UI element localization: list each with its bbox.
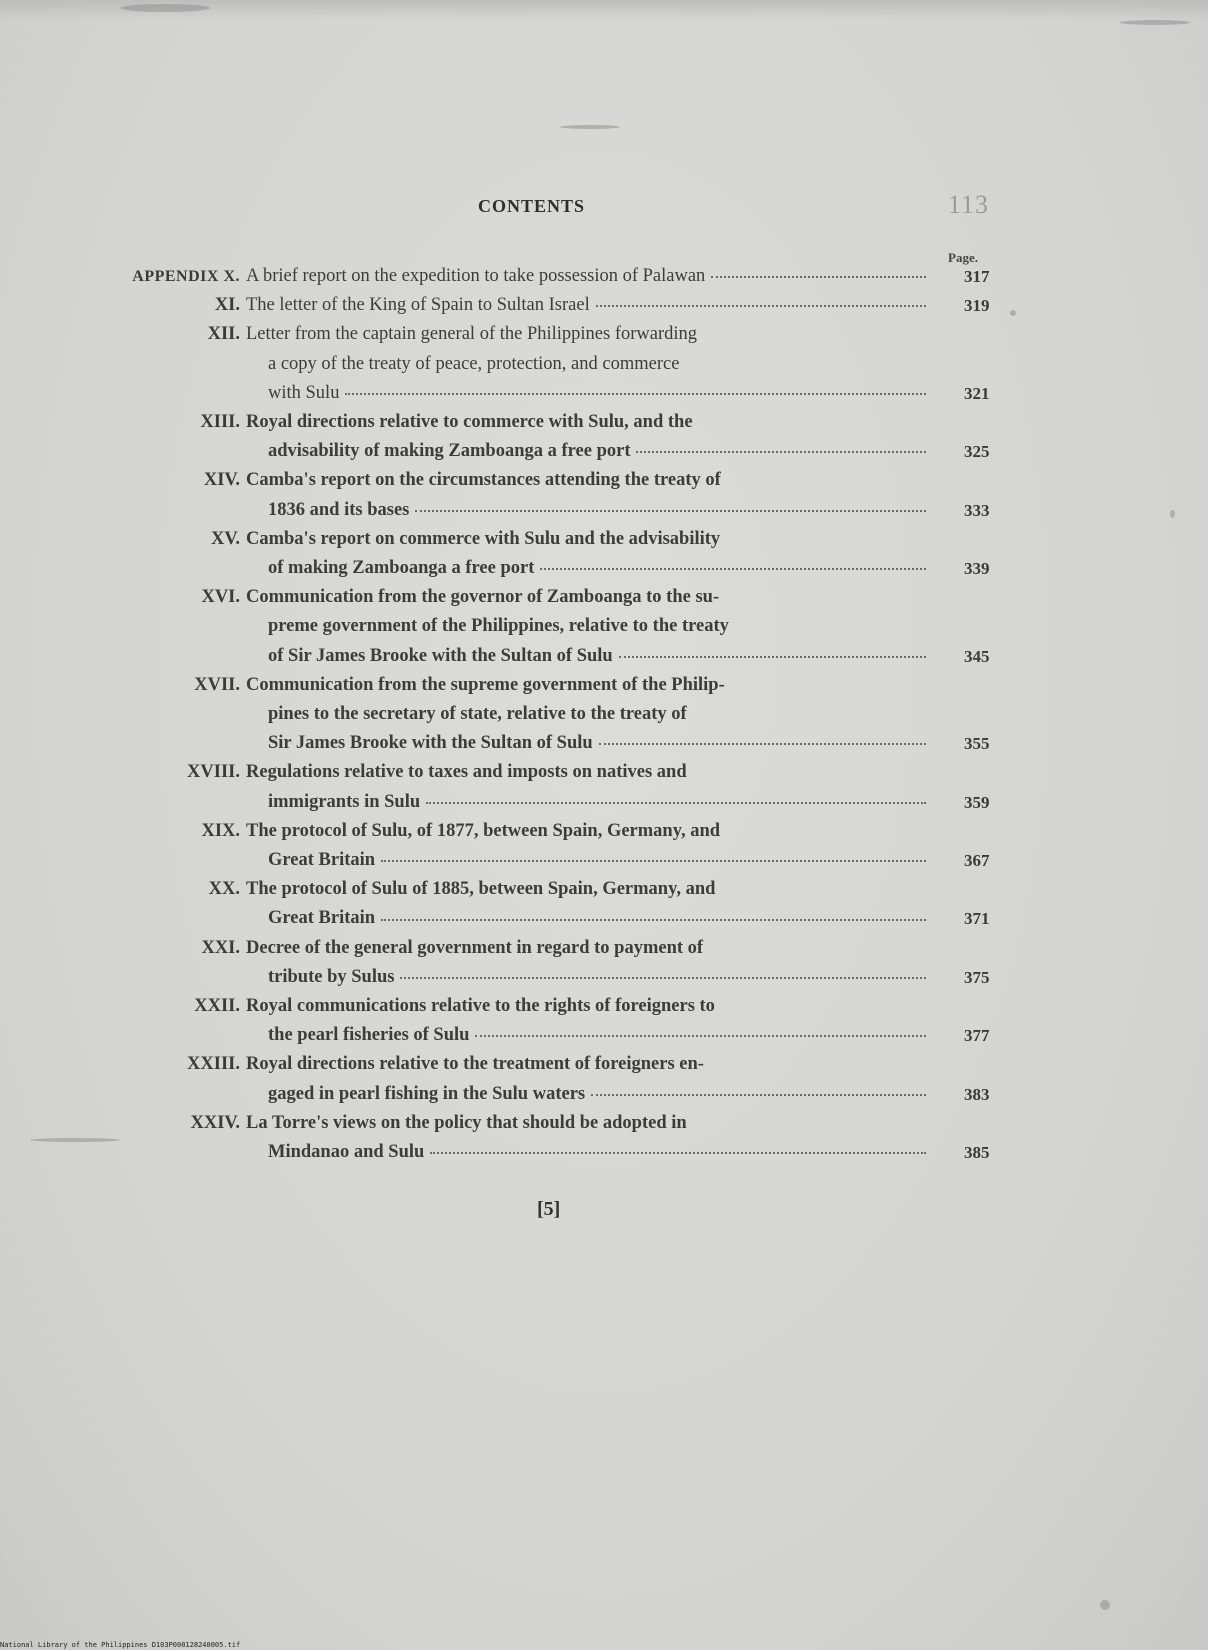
toc-entry-text-line: of making Zamboanga a free port [268,558,535,578]
toc-entry-text-line: Communication from the governor of Zamboanga to the su- [246,587,720,608]
toc-entry-text-line: preme government of the Philippines, relative to the treaty [268,616,729,637]
dot-leader [415,509,926,512]
toc-entry-text [268,496,926,525]
dot-leader [619,655,926,658]
toc-entry-page: 371 [964,909,990,929]
toc-entry-text [246,525,926,554]
toc-entry-page: 317 [964,267,990,286]
toc-entry-number: APPENDIX X. [132,268,240,285]
toc-entry-text-line: Communication from the supreme government of the Philip- [246,674,725,695]
toc-entry-text [246,671,926,700]
scan-smudge [1120,20,1190,25]
toc-entry-text-line: Royal directions relative to commerce with Sulu, and the [246,412,693,432]
toc-entry-text [268,350,926,379]
toc-entry-text-line: Letter from the captain general of the Philippines forwarding [246,324,698,345]
toc-entry-text [268,1080,926,1109]
toc-entry-text [268,642,926,671]
dot-leader [426,801,926,804]
toc-entry-page: 383 [964,1084,990,1104]
toc-entry-page: 333 [964,500,990,520]
toc-entry-page: 375 [964,967,990,987]
toc-entry-text [268,437,926,466]
toc-entry-text [246,466,926,495]
toc-entry-text-line: tribute by Sulus [268,966,395,987]
toc-entry-text [246,1109,926,1138]
toc-entry-page: 321 [964,383,990,403]
toc-entry-text-line: 1836 and its bases [268,499,410,520]
toc-entry-text [268,612,926,641]
toc-entry-text-line: The protocol of Sulu of 1885, between Spain, Germany, and [246,879,716,900]
toc-entry-text-line: Great Britain [268,850,376,870]
folio-number: 113 [948,190,990,219]
toc-entry-text-line: of Sir James Brooke with the Sultan of Sulu [268,645,613,666]
toc-entry-text [246,1050,926,1079]
toc-entry-number: XXI. [201,937,240,958]
toc-entry-text-line: a copy of the treaty of peace, protection, and commerce [268,353,680,374]
scan-smudge [1170,510,1175,518]
toc-entry-text-line: Royal directions relative to the treatment of foreigners en- [246,1054,704,1075]
toc-entry-text [268,554,926,583]
toc-entry-text-line: Camba's report on commerce with Sulu and the advisability [246,528,721,549]
toc-entry-text-line: Camba's report on the circumstances attending the treaty of [246,470,721,491]
toc-entry-text [268,963,926,992]
toc-entry-number: XIX. [201,820,240,841]
page-column-label: Page. [948,250,978,265]
toc-entry-text-line: the pearl fisheries of Sulu [268,1025,470,1046]
toc-entry-text-line: Decree of the general government in regard to payment of [246,937,704,958]
toc-entry-text [268,846,926,875]
toc-entry-number: XVIII. [187,762,240,783]
toc-entry-text [246,320,926,349]
toc-entry-text [246,817,926,846]
toc-entry-page: 359 [964,792,990,812]
scan-smudge [1100,1600,1110,1610]
toc-entry-number: XI. [214,295,240,316]
toc-entry-text-line: Sir James Brooke with the Sultan of Sulu [268,733,593,754]
toc-entry-page: 339 [964,559,990,578]
toc-entry-text-line: La Torre's views on the policy that should be adopted in [246,1112,687,1133]
dot-leader [345,392,926,395]
toc-entry-text-line: Royal communications relative to the rights of foreigners to [246,996,715,1016]
toc-entry-number: XVII. [194,674,240,695]
toc-entry-text-line: gaged in pearl fishing in the Sulu waters [268,1083,586,1104]
toc-entry-text [268,788,926,817]
toc-entry-page: 367 [964,851,990,870]
toc-entry-text-line: pines to the secretary of state, relative to the treaty of [268,704,687,724]
toc-entry-number: XXIII. [187,1054,240,1075]
toc-entry-text-line: with Sulu [268,382,340,403]
toc-entry-text [268,904,926,933]
toc-entry-text [246,758,926,787]
scan-smudge [30,1138,120,1142]
toc-entry-page: 385 [964,1143,990,1162]
toc-entry-text [246,875,926,904]
toc-entry-text [246,583,926,612]
toc-entry-number: XVI. [201,587,240,608]
toc-entry-number: XXIV. [190,1112,240,1133]
toc-entry-text-line: The letter of the King of Spain to Sultan Israel [246,295,590,316]
page-number: [5] [537,1198,561,1220]
toc-entry-text [246,408,926,437]
toc-entry-text-line: advisability of making Zamboanga a free port [268,441,631,462]
toc-entry-number: XV. [211,528,240,549]
toc-entry-page: 377 [964,1026,990,1046]
toc-entry-text-line: Great Britain [268,908,376,929]
toc-entry-text-line: Regulations relative to taxes and imposts on natives and [246,762,687,783]
toc-entry-text [268,379,926,408]
toc-entry-number: XIII. [200,412,240,432]
toc-entry-text-line: A brief report on the expedition to take possession of Palawan [246,266,706,286]
toc-entry-text [268,1138,926,1167]
toc-entry-number: XX. [208,879,240,900]
dot-leader [599,742,926,745]
toc-entry-text [268,729,926,758]
toc-entry-number: XXII. [194,996,240,1016]
toc-entry-text [268,1021,926,1050]
toc-entry-text [268,700,926,729]
toc-entry-text [246,934,926,963]
toc-entry-text [246,291,926,320]
toc-entry-text-line: Mindanao and Sulu [268,1142,425,1162]
dot-leader [540,567,926,570]
dot-leader [475,1034,926,1037]
toc-entry-page: 345 [964,646,990,666]
dot-leader [400,976,926,979]
dot-leader [591,1093,926,1096]
toc-entry-number: XII. [207,324,240,345]
toc-entry-text-line: The protocol of Sulu, of 1877, between Spain, Germany, and [246,820,721,841]
scan-smudge [1010,310,1016,316]
toc-entry-text [246,992,926,1021]
scan-footer-note: National Library of the Philippines D103P000128240005.tif [0,1641,241,1649]
dot-leader [430,1151,926,1154]
dot-leader [381,859,926,862]
page-heading: CONTENTS [478,196,586,216]
dot-leader [636,450,926,453]
scan-smudge [560,125,620,129]
dot-leader [711,275,926,278]
toc-entry-page: 325 [964,442,990,462]
dot-leader [596,304,926,307]
dot-leader [381,918,926,921]
toc-entry-page: 355 [964,734,990,754]
toc-entry-page: 319 [964,296,990,316]
toc-entry-number: XIV. [203,470,240,491]
toc-entry-text [246,262,926,291]
toc-entry-text-line: immigrants in Sulu [268,791,421,812]
scan-smudge [120,4,210,12]
